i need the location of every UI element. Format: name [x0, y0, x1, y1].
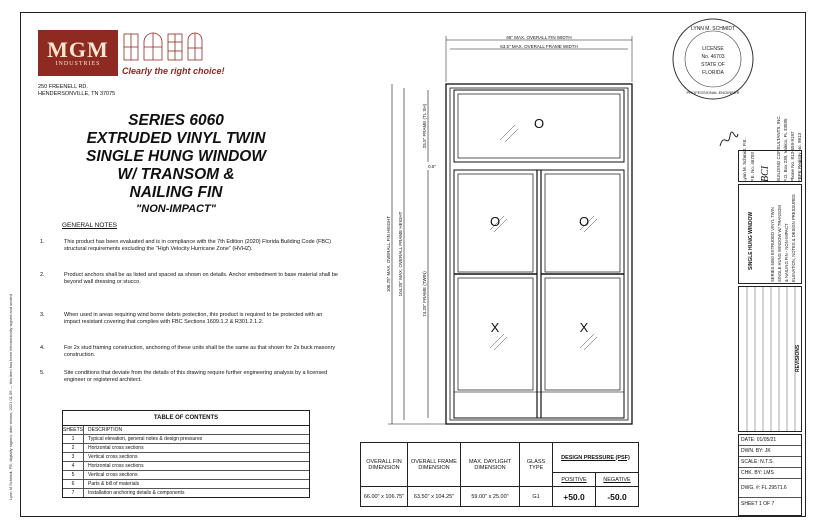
- toc-row: 7 Installation anchoring details & components: [63, 489, 309, 497]
- note-item: 5. Site conditions that deviate from the details of this drawing require further engineering analysis by a licensed engineer or registered architect.: [40, 370, 328, 383]
- sheet-number: SHEET 1 OF 7: [741, 501, 775, 507]
- window-elevation: [380, 30, 660, 440]
- company-address: 250 FREENELL RD. HENDERSONVILLE, TN 37075: [38, 84, 116, 97]
- dim-transom-frame: 25.5" FRAME (TL SH): [422, 103, 427, 149]
- note-item: 2. Product anchors shall be as listed and spaced as shown on details. Anchor embedment to base material shall be beyond wall dressing or stucco.: [40, 272, 338, 285]
- checked-by: CHK. BY: LMS: [739, 468, 801, 479]
- toc-row: 5 Vertical cross sections: [63, 471, 309, 480]
- drawing-info-block: [738, 434, 802, 516]
- svg-text:No. 46703: No. 46703: [701, 54, 725, 60]
- svg-text:FLORIDA: FLORIDA: [702, 70, 724, 76]
- toc-header-row: SHEETS DESCRIPTION: [63, 426, 309, 435]
- title-block-line: SINGLE HUNG WINDOW W/ TRANSOM: [777, 205, 782, 282]
- firm-address: P.O. Box 230, Valrico, FL 33595: [783, 118, 788, 182]
- general-notes-heading: GENERAL NOTES: [62, 222, 118, 229]
- revisions-label: REVISIONS: [795, 344, 801, 372]
- svg-text:LYNN M. SCHMIDT: LYNN M. SCHMIDT: [690, 26, 736, 32]
- dim-overall-frame-width: 63.5" MAX. OVERALL FRAME WIDTH: [500, 44, 578, 49]
- drawing-title: SERIES 6060 EXTRUDED VINYL TWIN SINGLE HUNG WINDOW W/ TRANSOM & NAILING FIN "NON-IMPACT": [86, 112, 266, 215]
- svg-text:LICENSE: LICENSE: [702, 46, 724, 52]
- engineer-signed: Lynn M. Schmidt, P.E.: [742, 138, 747, 182]
- dim-overall-fin-height: 106.75" MAX. OVERALL FIN HEIGHT: [386, 215, 391, 293]
- brand-slogan: Clearly the right choice!: [122, 66, 225, 76]
- svg-text:PROFESSIONAL ENGINEER: PROFESSIONAL ENGINEER: [686, 90, 740, 95]
- note-item: 1. This product has been evaluated and is in compliance with the 7th Edition (2020) Florida Building Code (FBC) structural requirements excluding the "High Velocity Hurricane Zone" (HVHZ).: [40, 239, 331, 252]
- dim-overall-frame-height: 104.25" MAX. OVERALL FRAME HEIGHT: [398, 211, 403, 297]
- note-item: 3. When used in areas requiring wind borne debris protection, this product is required to be protected with an impact resistant covering that complies with FBC Sections 1609.1.2 & R301.2.1.2.: [40, 312, 323, 325]
- toc-row: 3 Vertical cross sections: [63, 453, 309, 462]
- svg-text:STATE OF: STATE OF: [701, 62, 725, 68]
- title-block-line: SERIES 6060 EXTRUDED VINYL TWIN: [770, 207, 775, 282]
- revisions-block: [738, 286, 802, 432]
- dim-overall-fin-width: 65" MAX. OVERALL FIN WIDTH: [506, 35, 572, 40]
- firm-name: BUILDING CONSULTANTS, INC.: [776, 115, 781, 182]
- window-icons-logo: [122, 30, 212, 64]
- toc-row: 1 Typical elevation, general notes & design pressures: [63, 435, 309, 444]
- firm-initials: BCI: [760, 165, 771, 182]
- title-block-line: ELEVATION, NOTES & DESIGN PRESSURES: [791, 194, 796, 282]
- product-name: SINGLE HUNG WINDOW: [748, 211, 754, 270]
- toc-row: 4 Horizontal cross sections: [63, 462, 309, 471]
- margin-signature-text: Lynn M Schmidt, PE, digitally signed, date shown, 2021.01.06 — this item has been electronically signed and sealed: [8, 294, 13, 500]
- table-of-contents: TABLE OF CONTENTS SHEETS DESCRIPTION 1 Typical elevation, general notes & design pressures 2 Horizontal cross sections 3 Vertical cross sections 4 Horizontal cross sections 5 Vertical cross sections 6 Parts & bill of materials 7 Installation anchoring details & components: [62, 410, 310, 498]
- dim-mull-gap: 0.5": [428, 164, 436, 169]
- mgm-logo: MGM INDUSTRIES: [38, 30, 118, 76]
- right-upper-operable-mark: O: [578, 214, 590, 229]
- toc-row: 2 Horizontal cross sections: [63, 444, 309, 453]
- toc-row: 6 Parts & bill of materials: [63, 480, 309, 489]
- firm-phone: Phone No. 813-659-9197: [790, 131, 795, 182]
- drawing-number: DWG. #: FL 29571.6: [739, 479, 801, 498]
- left-lower-fixed-mark: X: [490, 320, 500, 335]
- title-block-line: & NAILING FIN - NON-IMPACT: [784, 223, 789, 282]
- left-upper-operable-mark: O: [489, 214, 501, 229]
- dim-twin-frame: 74.25" FRAME (TWIN): [422, 271, 427, 317]
- transom-operable-mark: O: [533, 116, 545, 131]
- drawing-scale: SCALE: N.T.S.: [739, 457, 801, 468]
- note-item: 4. For 2x stud framing construction, anchoring of these units shall be the same as that shown for 2x buck masonry construction.: [40, 345, 336, 358]
- signature-mark: [716, 128, 740, 152]
- firm-registry: FBPE Registry No. 9813: [797, 132, 802, 182]
- engineer-seal: [668, 14, 758, 104]
- design-pressure-table: OVERALL FIN DIMENSION OVERALL FRAME DIMENSION MAX. DAYLIGHT DIMENSION GLASS TYPE DESIGN PRESSURE (PSF) POSITIVE NEGATIVE 66.00" x 106.75" 63.50" x 104.25" 59.00" x 25.00" G1 +50.0 -50.0: [360, 442, 639, 507]
- drawn-by: DWN. BY: JK: [739, 446, 801, 457]
- drawing-date: DATE: 01/05/21: [739, 435, 801, 446]
- right-lower-fixed-mark: X: [579, 320, 589, 335]
- engineer-license: P.E. No. 46703: [750, 152, 755, 182]
